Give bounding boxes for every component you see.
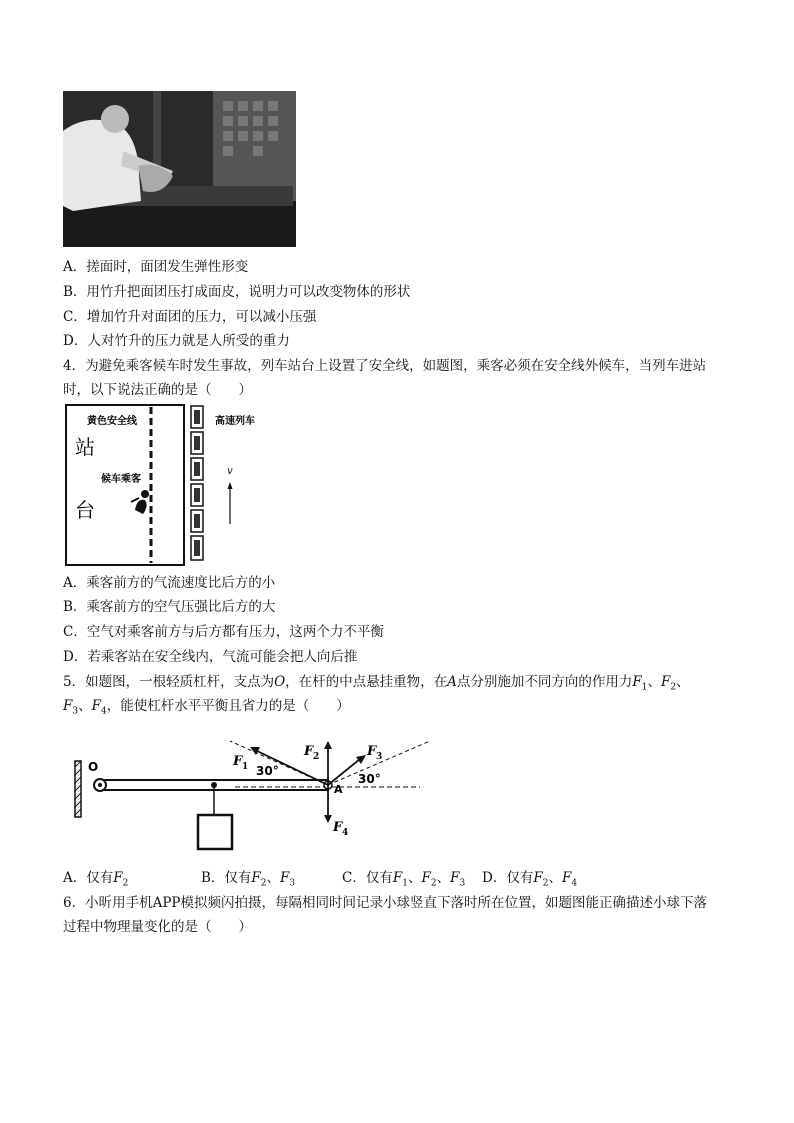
q4-option-c: C．空气对乘客前方与后方都有压力，这两个力不平衡 — [63, 624, 384, 640]
train-cars — [191, 406, 203, 560]
svg-text:F: F — [367, 744, 377, 759]
svg-text:2: 2 — [313, 752, 320, 762]
q3-option-d: D．人对竹升的压力就是人所受的重力 — [63, 333, 290, 349]
q5-options: A．仅有$F_2$ B．仅有$F_2$、$F_3$ C．仅有$F_1$、$F_2$、$F_3$ D．仅有$F_2$、$F_4$ — [63, 870, 578, 889]
q4-option-a: A．乘客前方的气流速度比后方的小 — [63, 575, 276, 591]
svg-text:1: 1 — [242, 762, 249, 772]
svg-text:4: 4 — [342, 828, 349, 838]
svg-text:F: F — [333, 820, 343, 835]
angle-1: 30° — [256, 764, 279, 778]
q4-stem-line2: 时，以下说法正确的是（ ） — [63, 382, 252, 398]
q6-stem-line2: 过程中物理量变化的是（ ） — [63, 919, 252, 935]
pivot-label: O — [88, 760, 99, 774]
svg-text:3: 3 — [376, 752, 383, 762]
station-char-1: 站 — [75, 435, 95, 459]
svg-text:F: F — [233, 754, 243, 769]
angle-2: 30° — [358, 772, 381, 786]
q4-option-b: B．乘客前方的空气压强比后方的大 — [63, 599, 276, 615]
train-label: 高速列车 — [215, 416, 255, 427]
q6-stem-line1: 6．小昕用手机APP模拟频闪拍摄，每隔相同时间记录小球竖直下落时所在位置，如题图能正确描述小球下落 — [63, 895, 708, 911]
station-diagram — [63, 402, 273, 570]
q3-option-a: A．搓面时，面团发生弹性形变 — [63, 259, 249, 275]
velocity-label: v — [227, 466, 233, 477]
q4-option-d: D．若乘客站在安全线内，气流可能会把人向后推 — [63, 649, 358, 665]
passenger-label: 候车乘客 — [101, 474, 141, 485]
q3-option-b: B．用竹升把面团压打成面皮，说明力可以改变物体的形状 — [63, 284, 411, 300]
point-label: A — [334, 783, 343, 796]
safety-line-label: 黄色安全线 — [87, 416, 137, 427]
q5-stem-line2: $F_3$、$F_4$，能使杠杆水平平衡且省力的是（ ） — [63, 698, 350, 717]
q4-stem-line1: 4．为避免乘客候车时发生事故，列车站台上设置了安全线，如题图，乘客必须在安全线外候车，当列车进站 — [63, 358, 707, 374]
dough-making-photo — [63, 91, 296, 247]
q5-stem-line1: 5．如题图，一根轻质杠杆，支点为O，在杆的中点悬挂重物，在A点分别施加不同方向的作用力$F_1$、$F_2$、 — [63, 674, 690, 693]
svg-text:F: F — [304, 744, 314, 759]
station-char-2: 台 — [75, 498, 95, 522]
lever-diagram — [70, 733, 440, 853]
q3-option-c: C．增加竹升对面团的压力，可以减小压强 — [63, 309, 317, 325]
